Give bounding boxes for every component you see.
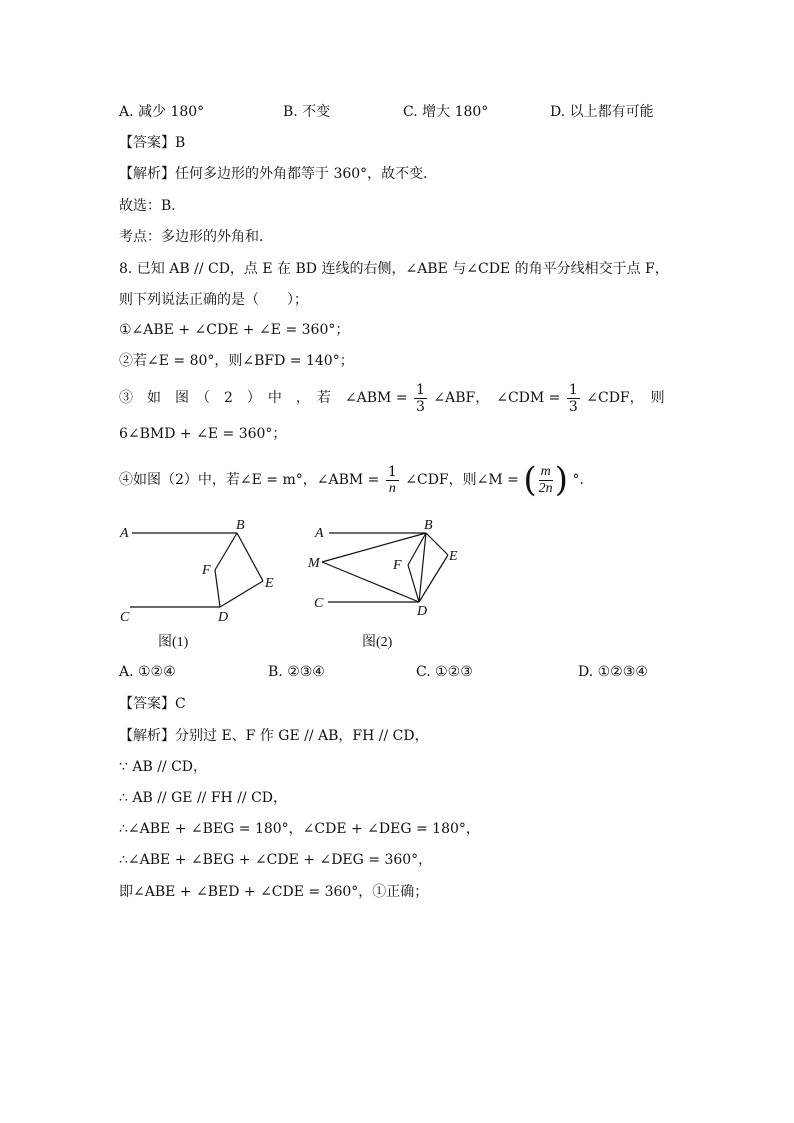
label-m: M bbox=[308, 556, 320, 571]
s4-f-num: 1 bbox=[387, 463, 397, 480]
q8-analysis-3: ∴ AB // GE // FH // CD， bbox=[119, 790, 288, 806]
label-f: F bbox=[393, 558, 402, 573]
segment-bf bbox=[215, 533, 237, 570]
q7-option-b: B. 不变 bbox=[283, 104, 331, 120]
q7-option-a: A. 减少 180° bbox=[119, 104, 205, 120]
label-c: C bbox=[120, 610, 130, 625]
s4-f-den: n bbox=[388, 480, 396, 496]
label-c: C bbox=[314, 596, 324, 611]
q8-statement-1: ①∠ABE + ∠CDE + ∠E = 360°； bbox=[119, 322, 350, 338]
label-d: D bbox=[417, 604, 428, 619]
label-e: E bbox=[265, 576, 274, 591]
segment-ed bbox=[220, 581, 263, 607]
q7-option-d: D. 以上都有可能 bbox=[550, 104, 654, 120]
label-b: B bbox=[424, 518, 433, 533]
label-a: A bbox=[120, 526, 129, 541]
q7-choose: 故选：B． bbox=[119, 198, 186, 214]
label-d: D bbox=[218, 610, 229, 625]
q7-option-c: C. 增大 180° bbox=[403, 104, 489, 120]
s4-f2-den: 2n bbox=[538, 480, 553, 496]
left-paren: ( bbox=[523, 460, 537, 500]
label-e: E bbox=[449, 549, 458, 564]
q8-analysis-4: ∴∠ABE + ∠BEG = 180°，∠CDE + ∠DEG = 180°， bbox=[119, 821, 480, 837]
segment-mb bbox=[322, 533, 426, 562]
q8-statement-2: ②若∠E = 80°，则∠BFD = 140°； bbox=[119, 353, 354, 369]
segment-fd bbox=[215, 570, 220, 607]
q8-stem-line1: 8. 已知 AB // CD，点 E 在 BD 连线的右侧，∠ABE 与∠CDE 的角平分线相交于点 F， bbox=[119, 261, 669, 277]
figure-1-caption: 图(1) bbox=[158, 635, 189, 650]
segment-md bbox=[322, 562, 419, 602]
label-f: F bbox=[202, 563, 211, 578]
label-a: A bbox=[315, 526, 324, 541]
q8-option-b: B. ②③④ bbox=[268, 664, 325, 680]
s3-f1-den: 3 bbox=[416, 398, 425, 415]
s3-f2-den: 3 bbox=[568, 398, 578, 415]
q8-statement-4 bbox=[119, 458, 593, 502]
label-b: B bbox=[236, 518, 245, 533]
s4-fraction-1 bbox=[386, 464, 399, 497]
segment-fd bbox=[408, 565, 419, 602]
s4-mid: ∠CDF，则∠M = bbox=[405, 472, 519, 488]
q8-option-d: D. ①②③④ bbox=[578, 664, 648, 680]
q8-analysis-6: 即∠ABE + ∠BED + ∠CDE = 360°，①正确； bbox=[119, 884, 429, 900]
s3-mid: ∠ABF， ∠CDM = bbox=[433, 390, 561, 406]
q8-option-a: A. ①②④ bbox=[119, 664, 176, 680]
q7-analysis: 【解析】任何多边形的外角都等于 360°，故不变． bbox=[119, 166, 438, 182]
s4-post: °． bbox=[572, 472, 594, 488]
q8-analysis-2: ∵ AB // CD， bbox=[119, 759, 208, 775]
q7-answer: 【答案】B bbox=[119, 135, 186, 151]
s3-f2-num: 1 bbox=[568, 381, 578, 398]
segment-be bbox=[426, 533, 448, 555]
s3-post: ∠CDF， 则 bbox=[586, 390, 665, 406]
s3-pre: ③ 如 图 （ 2 ） 中 ， 若 ∠ABM = bbox=[119, 390, 408, 406]
right-paren: ) bbox=[554, 460, 568, 500]
s3-fraction-1 bbox=[414, 382, 427, 415]
q8-stem-line2: 则下列说法正确的是（ ）； bbox=[119, 292, 308, 308]
s4-fraction-2 bbox=[539, 464, 553, 497]
q8-statement-3-line2: 6∠BMD + ∠E = 360°； bbox=[119, 426, 287, 442]
figure-2 bbox=[300, 515, 480, 655]
q8-statement-3 bbox=[119, 380, 665, 416]
s4-f2-num: m bbox=[540, 463, 551, 479]
segment-be bbox=[237, 533, 263, 581]
figure-2-caption: 图(2) bbox=[362, 635, 393, 650]
s4-pre: ④如图（2）中，若∠E = m°，∠ABM = bbox=[119, 472, 380, 488]
q8-answer: 【答案】C bbox=[119, 696, 186, 712]
figure-1 bbox=[110, 515, 290, 655]
q8-analysis-1: 【解析】分别过 E、F 作 GE // AB，FH // CD， bbox=[119, 728, 429, 744]
q7-point: 考点：多边形的外角和． bbox=[119, 229, 273, 245]
q8-option-c: C. ①②③ bbox=[416, 664, 473, 680]
s3-f1-num: 1 bbox=[416, 381, 425, 398]
s3-fraction-2 bbox=[567, 382, 580, 415]
q8-analysis-5: ∴∠ABE + ∠BEG + ∠CDE + ∠DEG = 360°， bbox=[119, 852, 433, 868]
